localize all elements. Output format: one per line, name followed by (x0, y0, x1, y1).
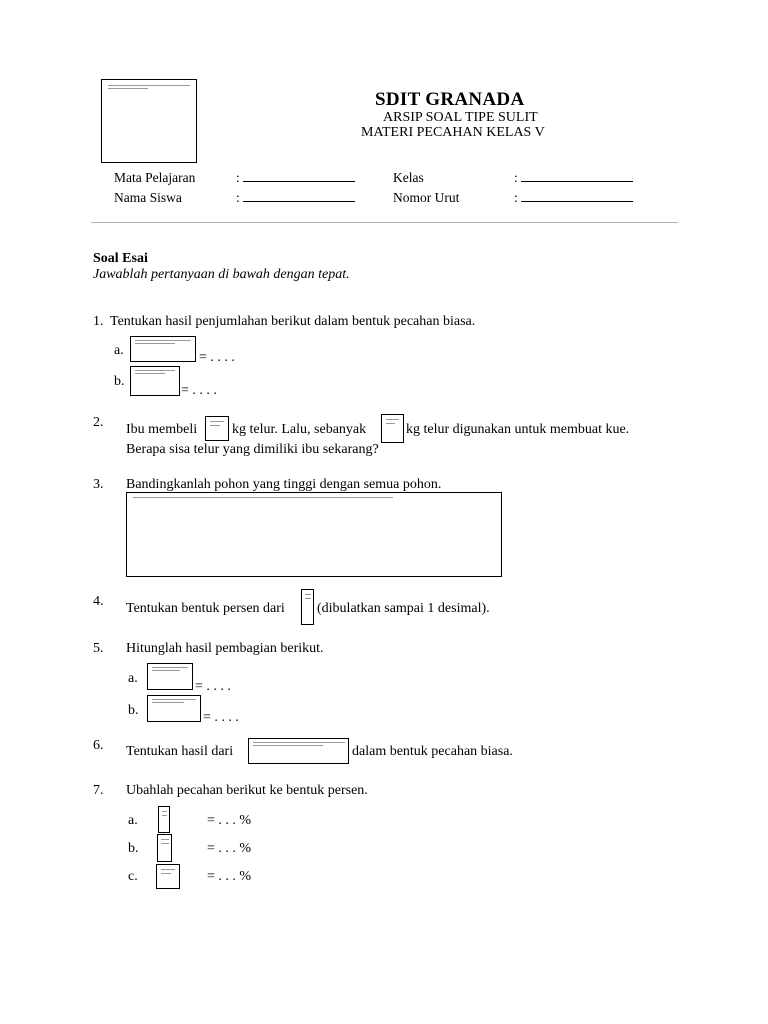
q5-a-formula (147, 663, 193, 690)
q5-a-label: a. (128, 671, 138, 686)
q2-text-2: kg telur. Lalu, sebanyak (232, 422, 367, 437)
field-mata-pelajaran[interactable] (236, 170, 355, 186)
formula-text-line (135, 373, 165, 374)
q2-fraction-2 (381, 414, 404, 443)
section-instruction: Jawablah pertanyaan di bawah dengan tepat. (93, 267, 350, 282)
formula-text-line (253, 745, 323, 746)
field-kelas[interactable] (514, 170, 633, 186)
blank-line (243, 170, 355, 182)
formula-text-line (133, 497, 393, 498)
colon: : (236, 190, 240, 205)
q6-number: 6. (93, 738, 104, 753)
formula-text-line (152, 702, 184, 703)
formula-text-line (135, 340, 191, 341)
formula-text-line (161, 869, 175, 870)
q1-a-label: a. (114, 343, 124, 358)
formula-text-line (152, 667, 188, 668)
formula-text-line (210, 425, 220, 426)
q6-text-2: dalam bentuk pecahan biasa. (352, 744, 513, 759)
logo-placeholder-text-line (108, 85, 190, 86)
formula-text-line (386, 423, 395, 424)
q6-formula (248, 738, 349, 764)
colon: : (514, 190, 518, 205)
formula-text-line (161, 839, 169, 840)
blank-line (243, 190, 355, 202)
q7-c-label: c. (128, 869, 138, 884)
q4-number: 4. (93, 594, 104, 609)
formula-text-line (135, 370, 175, 371)
blank-line (521, 190, 633, 202)
q7-c-fraction (156, 864, 180, 889)
q3-image-placeholder (126, 492, 502, 577)
q1-a-formula (130, 336, 196, 362)
doc-subtitle-1: ARSIP SOAL TIPE SULIT (383, 110, 538, 125)
q1-a-answer: = . . . . (199, 350, 235, 365)
header-divider (91, 222, 678, 223)
formula-text-line (161, 873, 171, 874)
q5-b-formula (147, 695, 201, 722)
q6-text-1: Tentukan hasil dari (126, 744, 234, 759)
q4-text-2: (dibulatkan sampai 1 desimal). (317, 601, 490, 616)
q7-a-answer: = . . . % (207, 813, 252, 828)
field-nama-siswa[interactable] (236, 190, 355, 206)
label-kelas: Kelas (393, 170, 424, 185)
formula-text-line (305, 594, 311, 595)
formula-text-line (253, 742, 345, 743)
formula-text-line (162, 815, 167, 816)
doc-subtitle-2: MATERI PECAHAN KELAS V (361, 125, 545, 140)
q3-text: Bandingkanlah pohon yang tinggi dengan semua pohon. (126, 477, 442, 492)
q7-b-fraction (157, 834, 172, 862)
logo-placeholder (101, 79, 197, 163)
q5-b-answer: = . . . . (203, 710, 239, 725)
q5-a-answer: = . . . . (195, 679, 231, 694)
q4-text-1: Tentukan bentuk persen dari (126, 601, 285, 616)
q2-text-4: Berapa sisa telur yang dimiliki ibu sekarang? (126, 442, 379, 457)
q2-fraction-1 (205, 416, 229, 441)
section-title: Soal Esai (93, 251, 148, 266)
q7-b-label: b. (128, 841, 139, 856)
q2-text-3: kg telur digunakan untuk membuat kue. (406, 422, 630, 437)
formula-text-line (135, 343, 175, 344)
formula-text-line (162, 811, 167, 812)
q1-b-label: b. (114, 374, 125, 389)
q1-b-formula (130, 366, 180, 396)
formula-text-line (152, 670, 180, 671)
q1-text: Tentukan hasil penjumlahan berikut dalam bentuk pecahan biasa. (110, 314, 476, 329)
q5-text: Hitunglah hasil pembagian berikut. (126, 641, 324, 656)
formula-text-line (210, 421, 224, 422)
label-nama-siswa: Nama Siswa (114, 190, 182, 205)
q2-number: 2. (93, 415, 104, 430)
q2-text-1: Ibu membeli (126, 422, 198, 437)
q5-b-label: b. (128, 703, 139, 718)
colon: : (514, 170, 518, 185)
label-nomor-urut: Nomor Urut (393, 190, 460, 205)
formula-text-line (305, 598, 311, 599)
label-mata-pelajaran: Mata Pelajaran (114, 170, 196, 185)
q7-a-fraction (158, 806, 170, 833)
formula-text-line (386, 419, 399, 420)
blank-line (521, 170, 633, 182)
formula-text-line (161, 843, 169, 844)
q5-number: 5. (93, 641, 104, 656)
formula-text-line (152, 699, 196, 700)
q7-b-answer: = . . . % (207, 841, 252, 856)
q7-c-answer: = . . . % (207, 869, 252, 884)
field-nomor-urut[interactable] (514, 190, 633, 206)
q7-text: Ubahlah pecahan berikut ke bentuk persen. (126, 783, 368, 798)
q3-number: 3. (93, 477, 104, 492)
school-title: SDIT GRANADA (375, 89, 525, 110)
q4-fraction (301, 589, 314, 625)
q1-b-answer: = . . . . (181, 383, 217, 398)
q1-number: 1. (93, 314, 104, 329)
logo-placeholder-text-line (108, 88, 148, 89)
q7-a-label: a. (128, 813, 138, 828)
colon: : (236, 170, 240, 185)
q7-number: 7. (93, 783, 104, 798)
